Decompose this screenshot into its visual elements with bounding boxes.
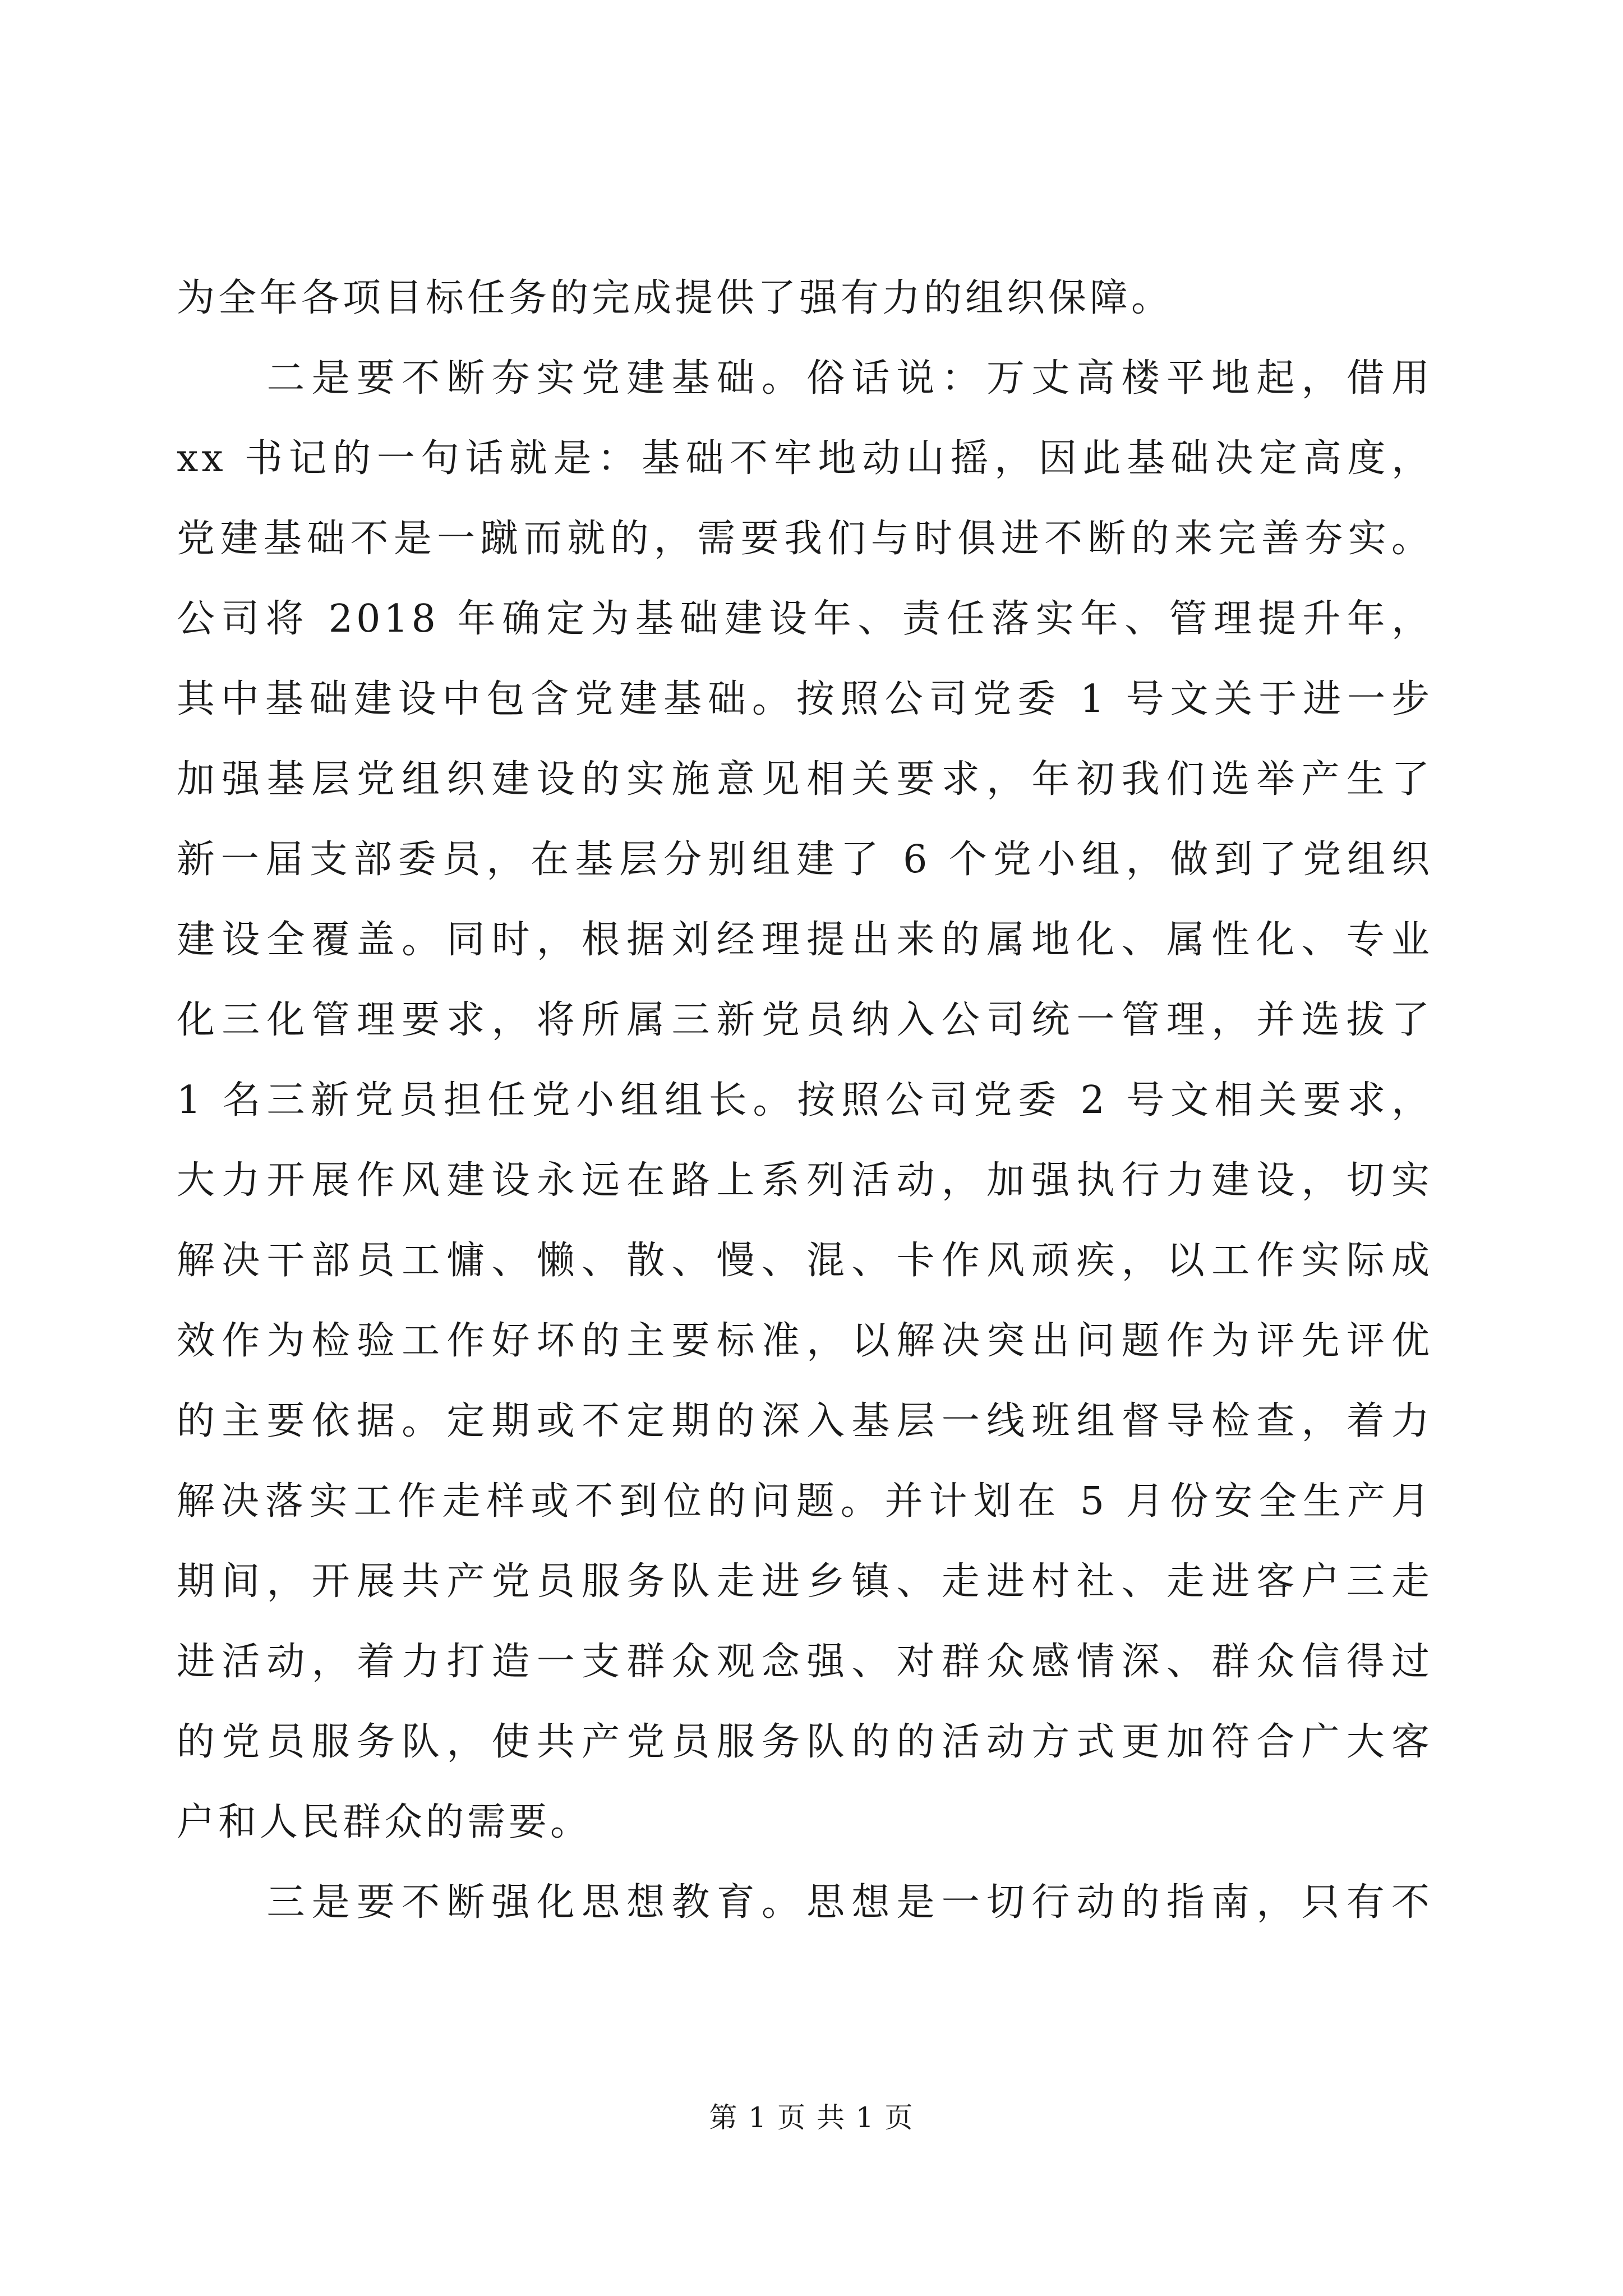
text-line: 的党员服务队，使共产党员服务队的的活动方式更加符合广大客	[177, 1720, 1433, 1764]
text-line: 的主要依据。定期或不定期的深入基层一线班组督导检查，着力	[177, 1399, 1433, 1443]
text-line: 三是要不断强化思想教育。思想是一切行动的指南，只有不	[177, 1880, 1433, 1925]
text-line: 化三化管理要求，将所属三新党员纳入公司统一管理，并选拔了	[177, 998, 1433, 1042]
text-line: 效作为检验工作好坏的主要标准，以解决突出问题作为评先评优	[177, 1319, 1433, 1363]
body-text	[177, 258, 1433, 1943]
text-line: 为全年各项目标任务的完成提供了强有力的组织保障。	[177, 276, 1173, 320]
text-line: 进活动，着力打造一支群众观念强、对群众感情深、群众信得过	[177, 1640, 1433, 1684]
text-line: 其中基础建设中包含党建基础。按照公司党委 1 号文关于进一步	[177, 677, 1433, 721]
text-line: 解决落实工作走样或不到位的问题。并计划在 5 月份安全生产月	[177, 1479, 1433, 1524]
text-line: 二是要不断夯实党建基础。俗话说：万丈高楼平地起，借用	[177, 356, 1433, 401]
text-line: 公司将 2018 年确定为基础建设年、责任落实年、管理提升年，	[177, 597, 1433, 641]
text-line: xx 书记的一句话就是：基础不牢地动山摇，因此基础决定高度，	[177, 436, 1433, 481]
text-line: 加强基层党组织建设的实施意见相关要求，年初我们选举产生了	[177, 757, 1433, 802]
text-line: 户和人民群众的需要。	[177, 1800, 592, 1844]
text-line: 大力开展作风建设永远在路上系列活动，加强执行力建设，切实	[177, 1158, 1433, 1203]
text-line: 期间，开展共产党员服务队走进乡镇、走进村社、走进客户三走	[177, 1559, 1433, 1604]
text-line: 新一届支部委员，在基层分别组建了 6 个党小组，做到了党组织	[177, 838, 1433, 882]
text-line: 党建基础不是一蹴而就的，需要我们与时俱进不断的来完善夯实。	[177, 517, 1433, 561]
text-line: 建设全覆盖。同时，根据刘经理提出来的属地化、属性化、专业	[177, 918, 1433, 962]
text-line: 1 名三新党员担任党小组组长。按照公司党委 2 号文相关要求，	[177, 1078, 1433, 1122]
page-footer: 第 1 页 共 1 页	[709, 2101, 914, 2134]
text-line: 解决干部员工慵、懒、散、慢、混、卡作风顽疾，以工作实际成	[177, 1239, 1433, 1283]
